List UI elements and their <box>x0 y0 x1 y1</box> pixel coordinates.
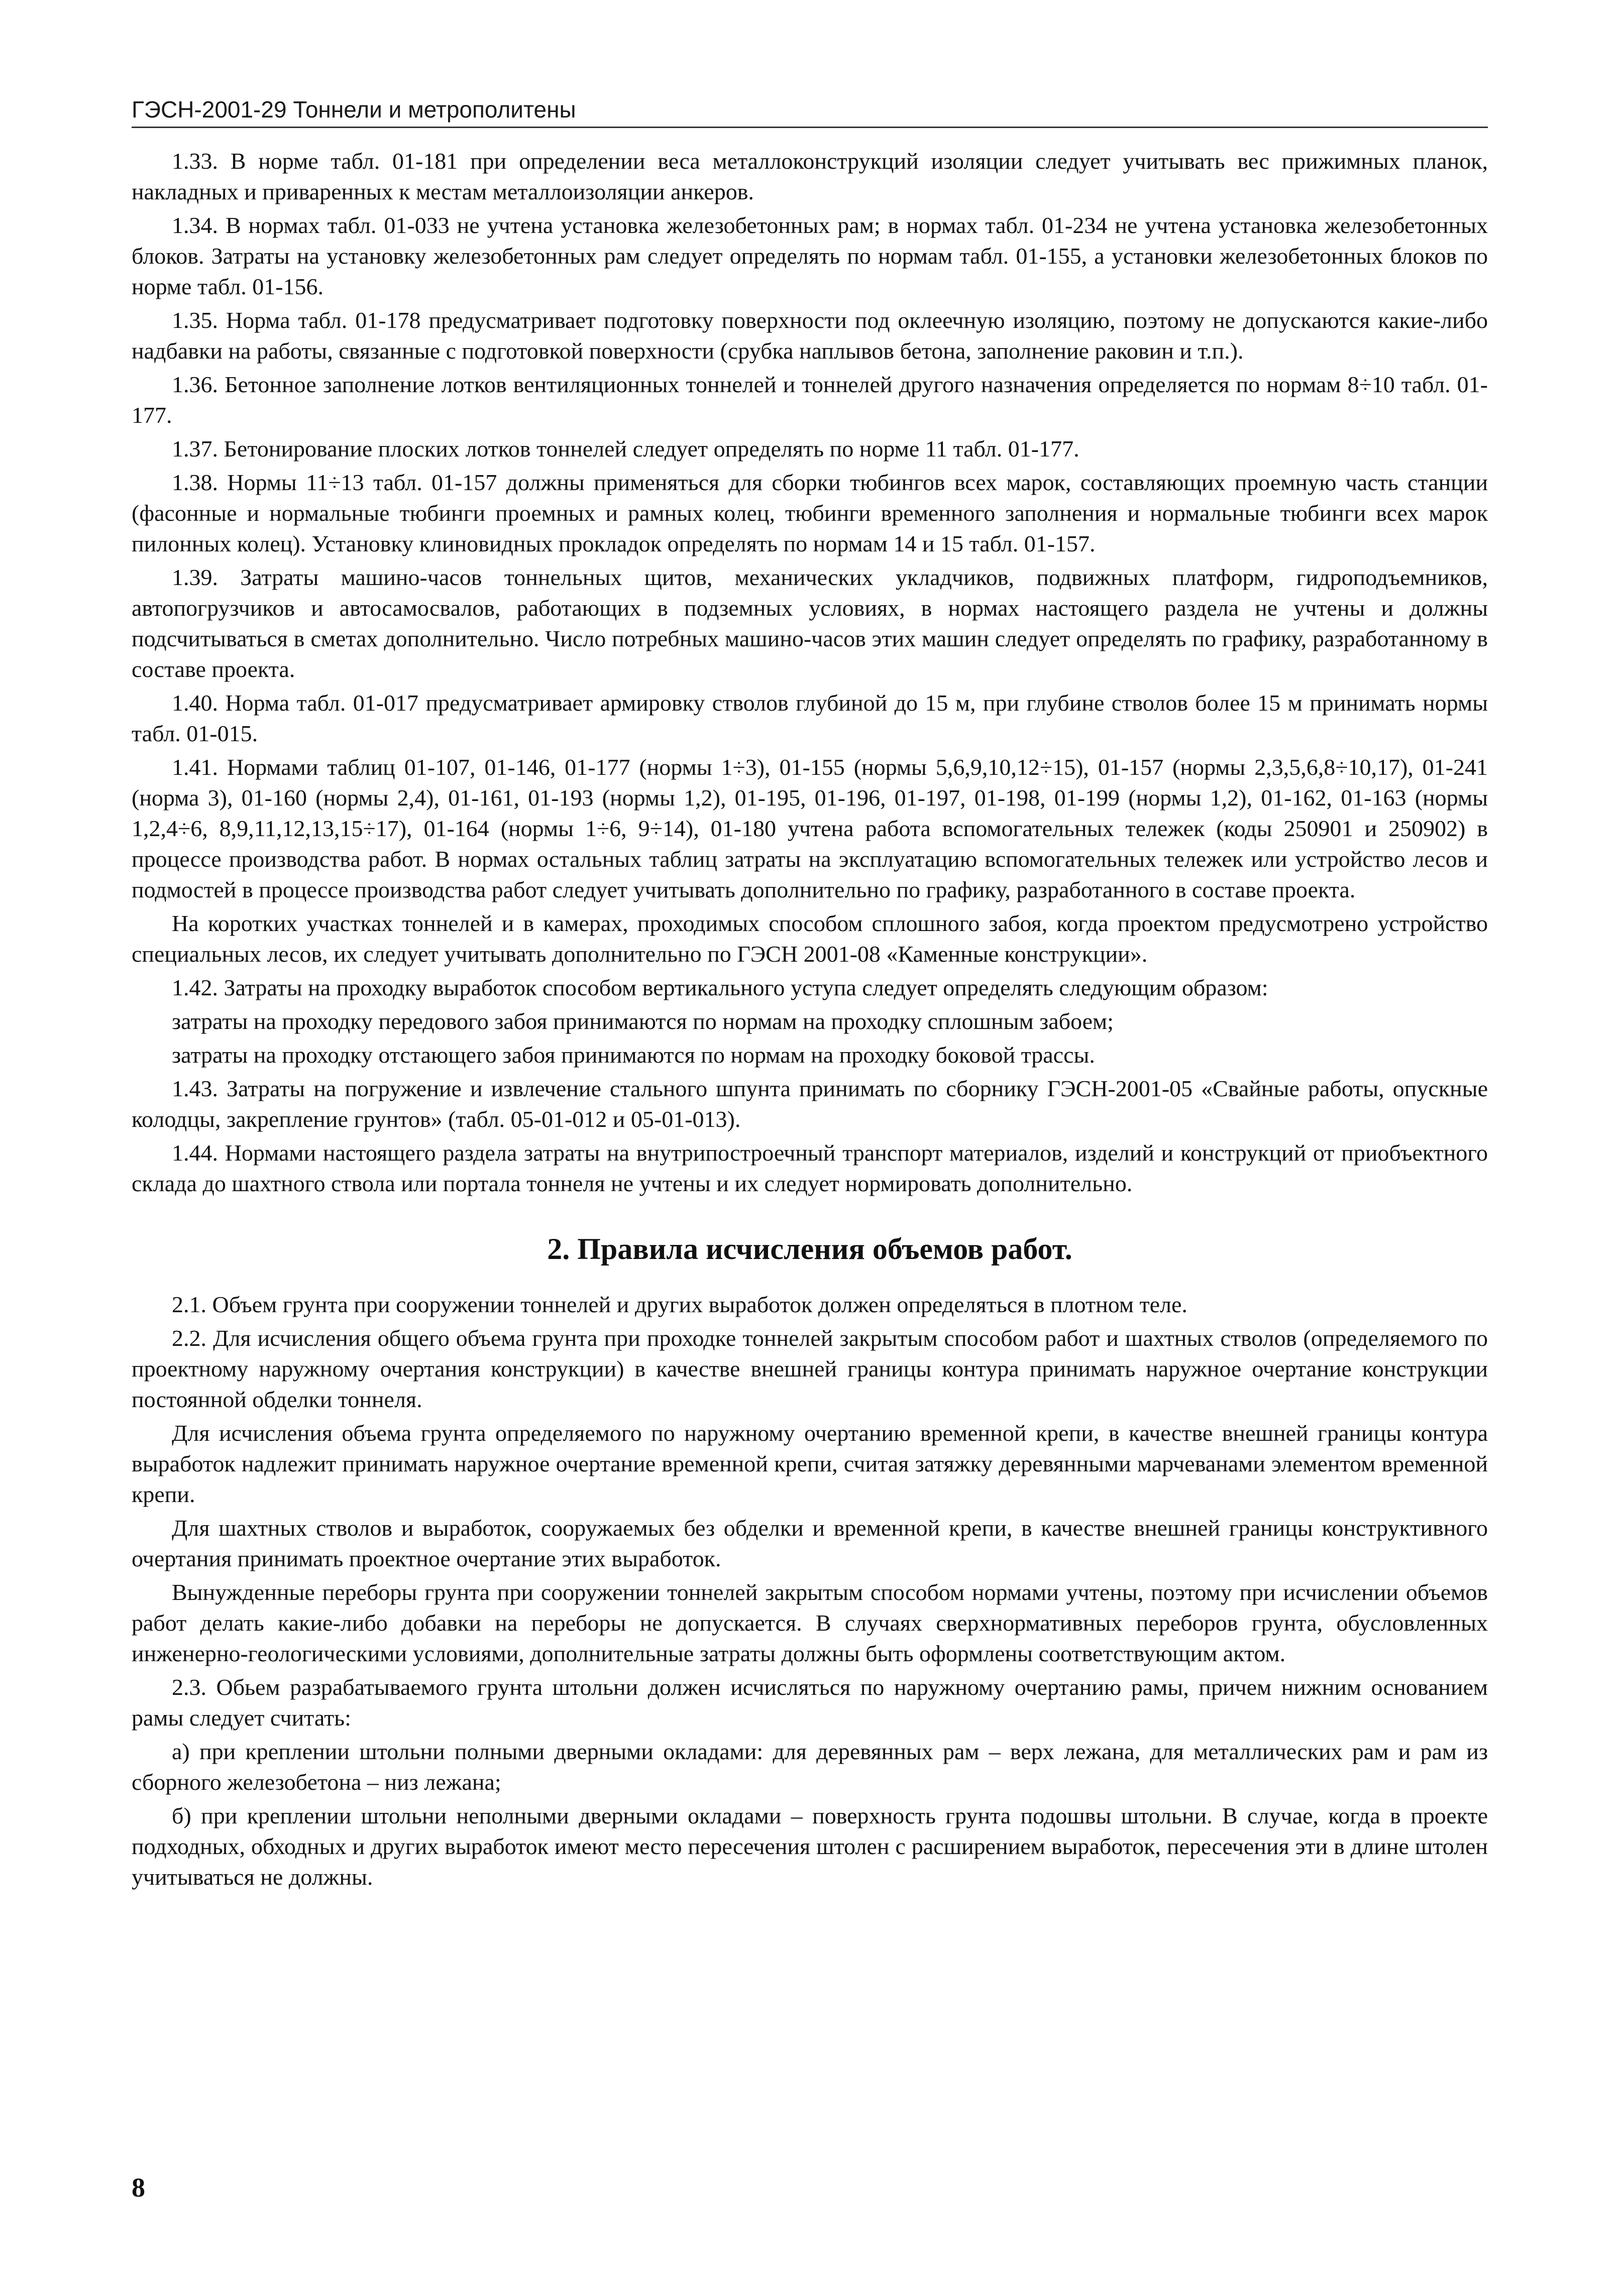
paragraph: затраты на проходку передового забоя принимаются по нормам на проходку сплошным забоем; <box>172 1008 1114 1034</box>
paragraph: 1.40. Норма табл. 01-017 предусматривает армировку стволов глубиной до 15 м, при глубине стволов более 15 м принимать нормы табл. 01-015. <box>132 690 1488 746</box>
page-number: 8 <box>132 2172 145 2203</box>
paragraph: 1.36. Бетонное заполнение лотков вентиляционных тоннелей и тоннелей другого назначения определяется по нормам 8÷10 табл. 01-177. <box>132 372 1488 428</box>
document-body <box>132 146 1488 1895</box>
paragraph: 1.39. Затраты машино-часов тоннельных щитов, механических укладчиков, подвижных платформ, гидроподъемников, автопогрузчиков и автосамосвалов, работающих в подземных условиях, в нормах настоящего раздела не учтены и должны подсчитываться в сметах дополнительно. Число потребных машино-часов этих машин следует определять по графику, разработанному в составе проекта. <box>132 564 1488 682</box>
paragraph: 2.1. Объем грунта при сооружении тоннелей и других выработок должен определяться в плотном теле. <box>172 1292 1187 1317</box>
paragraph: а) при креплении штольни полными дверными окладами: для деревянных рам – верх лежана, для металлических рам и рам из сборного железобетона – низ лежана; <box>132 1739 1488 1795</box>
paragraph: 2.2. Для исчисления общего объема грунта при проходке тоннелей закрытым способом работ и шахтных стволов (определяемого по проектному наружному очертания конструкции) в качестве внешней границы контура принимать наружное очертание конструкции постоянной обделки тоннеля. <box>132 1325 1488 1412</box>
running-header: ГЭСН-2001-29 Тоннели и метрополитены <box>132 95 1488 128</box>
paragraph: Вынужденные переборы грунта при сооружении тоннелей закрытым способом нормами учтены, поэтому при исчислении объемов работ делать какие-либо добавки на переборы не допускается. В случаях сверхнормативных переборов грунта, обусловленных инженерно-геологическими условиями, дополнительные затраты должны быть оформлены соответствующим актом. <box>132 1579 1488 1666</box>
paragraph: 1.42. Затраты на проходку выработок способом вертикального уступа следует определять следующим образом: <box>172 975 1268 1000</box>
paragraph: 1.37. Бетонирование плоских лотков тоннелей следует определять по норме 11 табл. 01-177. <box>172 436 1079 462</box>
section-title: 2. Правила исчисления объемов работ. <box>547 1232 1072 1266</box>
paragraph: 1.41. Нормами таблиц 01-107, 01-146, 01-177 (нормы 1÷3), 01-155 (нормы 5,6,9,10,12÷15), 01-157 (нормы 2,3,5,6,8÷10,17), 01-241 (норма 3), 01-160 (нормы 2,4), 01-161, 01-193 (нормы 1,2), 01-195, 01-196, 01-197, 01-198, 01-199 (нормы 1,2), 01-162, 01-163 (нормы 1,2,4÷6, 8,9,11,12,13,15÷17), 01-164 (нормы 1÷6, 9÷14), 01-180 учтена работа вспомогательных тележек (коды 250901 и 250902) в процессе производства работ. В нормах остальных таблиц затраты на эксплуатацию вспомогательных тележек или устройство лесов и подмостей в процессе производства работ следует учитывать дополнительно по графику, разработанного в составе проекта. <box>132 754 1488 902</box>
paragraph: 2.3. Обьем разрабатываемого грунта штольни должен исчисляться по наружному очертанию рамы, причем нижним основанием рамы следует считать: <box>132 1674 1488 1731</box>
paragraph: Для шахтных стволов и выработок, сооружаемых без обделки и временной крепи, в качестве внешней границы конструктивного очертания принимать проектное очертание этих выработок. <box>132 1515 1488 1571</box>
paragraph: затраты на проходку отстающего забоя принимаются по нормам на проходку боковой трассы. <box>172 1042 1095 1068</box>
paragraph: 1.44. Нормами настоящего раздела затраты на внутрипостроечный транспорт материалов, изделий и конструкций от приобъектного склада до шахтного ствола или портала тоннеля не учтены и их следует нормировать дополнительно. <box>132 1140 1488 1196</box>
paragraph: 1.33. В норме табл. 01-181 при определении веса металлоконструкций изоляции следует учитывать вес прижимных планок, накладных и приваренных к местам металлоизоляции анкеров. <box>132 148 1488 204</box>
paragraph: 1.35. Норма табл. 01-178 предусматривает подготовку поверхности под оклеечную изоляцию, поэтому не допускаются какие-либо надбавки на работы, связанные с подготовкой поверхности (срубка наплывов бетона, заполнение раковин и т.п.). <box>132 307 1488 364</box>
paragraph: 1.43. Затраты на погружение и извлечение стального шпунта принимать по сборнику ГЭСН-2001-05 «Свайные работы, опускные колодцы, закрепление грунтов» (табл. 05-01-012 и 05-01-013). <box>132 1076 1488 1132</box>
paragraph: 1.38. Нормы 11÷13 табл. 01-157 должны применяться для сборки тюбингов всех марок, составляющих проемную часть станции (фасонные и нормальные тюбинги проемных и рамных колец, тюбинги временного заполнения и нормальные тюбинги всех марок пилонных колец). Установку клиновидных прокладок определять по нормам 14 и 15 табл. 01-157. <box>132 470 1488 556</box>
paragraph: На коротких участках тоннелей и в камерах, проходимых способом сплошного забоя, когда проектом предусмотрено устройство специальных лесов, их следует учитывать дополнительно по ГЭСН 2001-08 «Каменные конструкции». <box>132 910 1488 967</box>
paragraph: б) при креплении штольни неполными дверными окладами – поверхность грунта подошвы штольни. В случае, когда в проекте подходных, обходных и других выработок имеют место пересечения штолен с расширением выработок, пересечения эти в длине штолен учитываться не должны. <box>132 1803 1488 1890</box>
paragraph: Для исчисления объема грунта определяемого по наружному очертанию временной крепи, в качестве внешней границы контура выработок надлежит принимать наружное очертание временной крепи, считая затяжку деревянными марчеванами элементом временной крепи. <box>132 1420 1488 1507</box>
paragraph: 1.34. В нормах табл. 01-033 не учтена установка железобетонных рам; в нормах табл. 01-234 не учтена установка железобетонных блоков. Затраты на установку железобетонных рам следует определять по нормам табл. 01-155, а установки железобетонных блоков по норме табл. 01-156. <box>132 212 1488 299</box>
